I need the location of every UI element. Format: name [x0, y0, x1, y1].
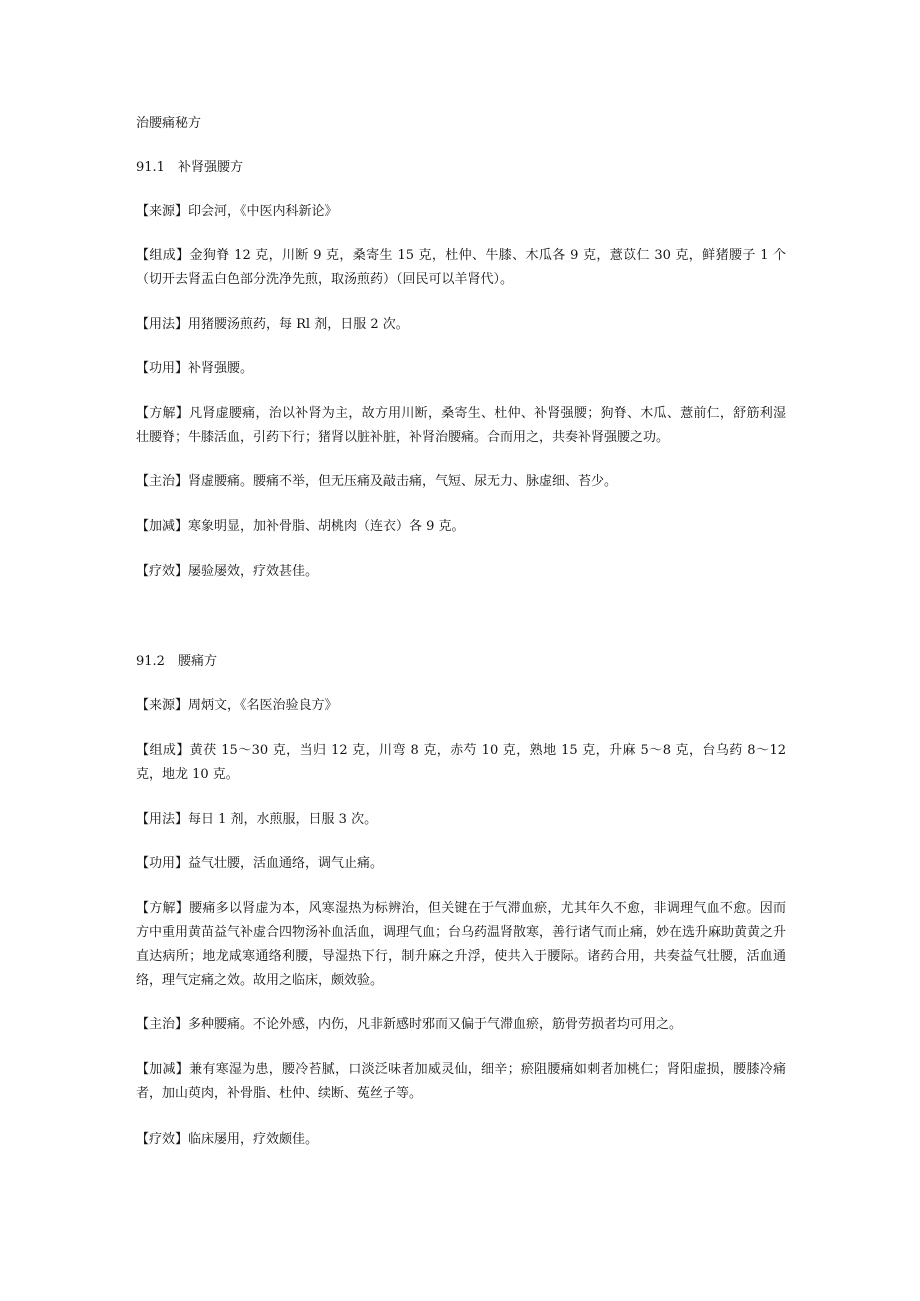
entry-explanation — [136, 897, 786, 993]
entry-label: 【主治】 — [136, 1017, 189, 1032]
entry-label: 【用法】 — [136, 317, 189, 332]
entry-text: 益气壮腰，活血通络，调气止痛。 — [188, 856, 384, 871]
entry-text: 凡肾虚腰痛，治以补肾为主，故方用川断，桑寄生、杜仲、补肾强腰；狗脊、木瓜、薏前仁，舒筋利湿壮腰脊；牛膝活血，引药下行；猪肾以脏补脏，补肾治腰痛。合而用之，共奏补肾强腰之功。 — [136, 406, 786, 445]
section-number: 91.2 — [136, 654, 165, 669]
entry-text: 寒象明显，加补骨脂、胡桃肉（连衣）各 9 克。 — [188, 519, 465, 534]
entry-composition — [136, 739, 786, 787]
entry-usage — [136, 808, 786, 832]
entry-text: 腰痛多以肾虚为本，风寒湿热为标辨治，但关键在于气滞血瘀，尤其年久不愈，非调理气血不愈。因而方中重用黄苗益气补虚合四物汤补血活血，调理气血；台乌药温肾散寒，善行诸气而止痛，妙在选升麻助黄黄之升直达病所；地龙咸寒通络利腰，导湿热下行，制升麻之升浮，使共入于腰际。诸药合用，共奏益气壮腰，活血通络，理气定痛之效。故用之临床，颇效验。 — [136, 901, 787, 988]
entry-text: 肾虚腰痛。腰痛不举，但无压痛及敲击痛，气短、尿无力、脉虚细、苔少。 — [188, 474, 618, 489]
entry-indication — [136, 470, 786, 494]
entry-text: 兼有寒湿为患，腰冷苔腻，口淡泛味者加威灵仙，细辛；瘀阻腰痛如刺者加桃仁；肾阳虚损，腰膝冷痛者，加山萸肉，补骨脂、杜仲、续断、菟丝子等。 — [136, 1062, 786, 1101]
entry-text: 金狗脊 12 克，川断 9 克，桑寄生 15 克，杜仲、牛膝、木瓜各 9 克，薏苡仁 30 克，鲜猪腰子 1 个（切开去肾盂白色部分洗净先煎，取汤煎药）（回民可以羊肾代）。 — [136, 248, 786, 287]
entry-composition — [136, 244, 786, 292]
entry-indication — [136, 1013, 786, 1037]
section-name: 腰痛方 — [178, 654, 218, 669]
entry-source — [136, 694, 786, 718]
entry-text: 多种腰痛。不论外感，内伤，凡非新感时邪而又偏于气滞血瘀，筋骨劳损者均可用之。 — [188, 1017, 683, 1032]
entry-text: 黄茯 15～30 克，当归 12 克，川弯 8 克，赤芍 10 克，熟地 15 克，升麻 5～8 克，台乌药 8～12 克，地龙 10 克。 — [136, 743, 786, 782]
entry-modification — [136, 515, 786, 539]
entry-function — [136, 357, 786, 381]
entry-label: 【功用】 — [136, 856, 189, 871]
entry-text: 印会河，《中医内科新论》 — [188, 204, 338, 219]
entry-label: 【用法】 — [136, 812, 189, 827]
entry-label: 【疗效】 — [136, 1132, 189, 1147]
entry-text: 临床屡用，疗效颇佳。 — [188, 1132, 319, 1147]
entry-label: 【疗效】 — [136, 564, 189, 579]
entry-efficacy — [136, 1128, 786, 1152]
entry-label: 【组成】 — [136, 248, 190, 263]
entry-label: 【来源】 — [136, 698, 189, 713]
entry-text: 每日 1 剂，水煎服，日服 3 次。 — [188, 812, 378, 827]
document-title: 治腰痛秘方 — [136, 116, 202, 131]
entry-usage — [136, 313, 786, 337]
entry-label: 【加减】 — [136, 1062, 190, 1077]
entry-efficacy — [136, 560, 786, 584]
entry-explanation — [136, 402, 786, 450]
entry-text: 用猪腰汤煎药，每 Rl 剂，日服 2 次。 — [188, 317, 409, 332]
entry-text: 屡验屡效，疗效甚佳。 — [188, 564, 319, 579]
entry-function — [136, 852, 786, 876]
entry-text: 周炳文，《名医治验良方》 — [188, 698, 338, 713]
entry-label: 【组成】 — [136, 743, 190, 758]
section-number: 91.1 — [136, 160, 165, 175]
entry-text: 补肾强腰。 — [188, 361, 254, 376]
entry-label: 【来源】 — [136, 204, 189, 219]
entry-source — [136, 200, 786, 224]
entry-label: 【方解】 — [136, 406, 190, 421]
entry-label: 【加减】 — [136, 519, 189, 534]
section-heading-91-1 — [136, 158, 243, 178]
entry-label: 【主治】 — [136, 474, 189, 489]
entry-modification — [136, 1058, 786, 1106]
section-heading-91-2 — [136, 652, 217, 672]
section-name: 补肾强腰方 — [178, 160, 244, 175]
entry-label: 【功用】 — [136, 361, 189, 376]
entry-label: 【方解】 — [136, 901, 190, 916]
